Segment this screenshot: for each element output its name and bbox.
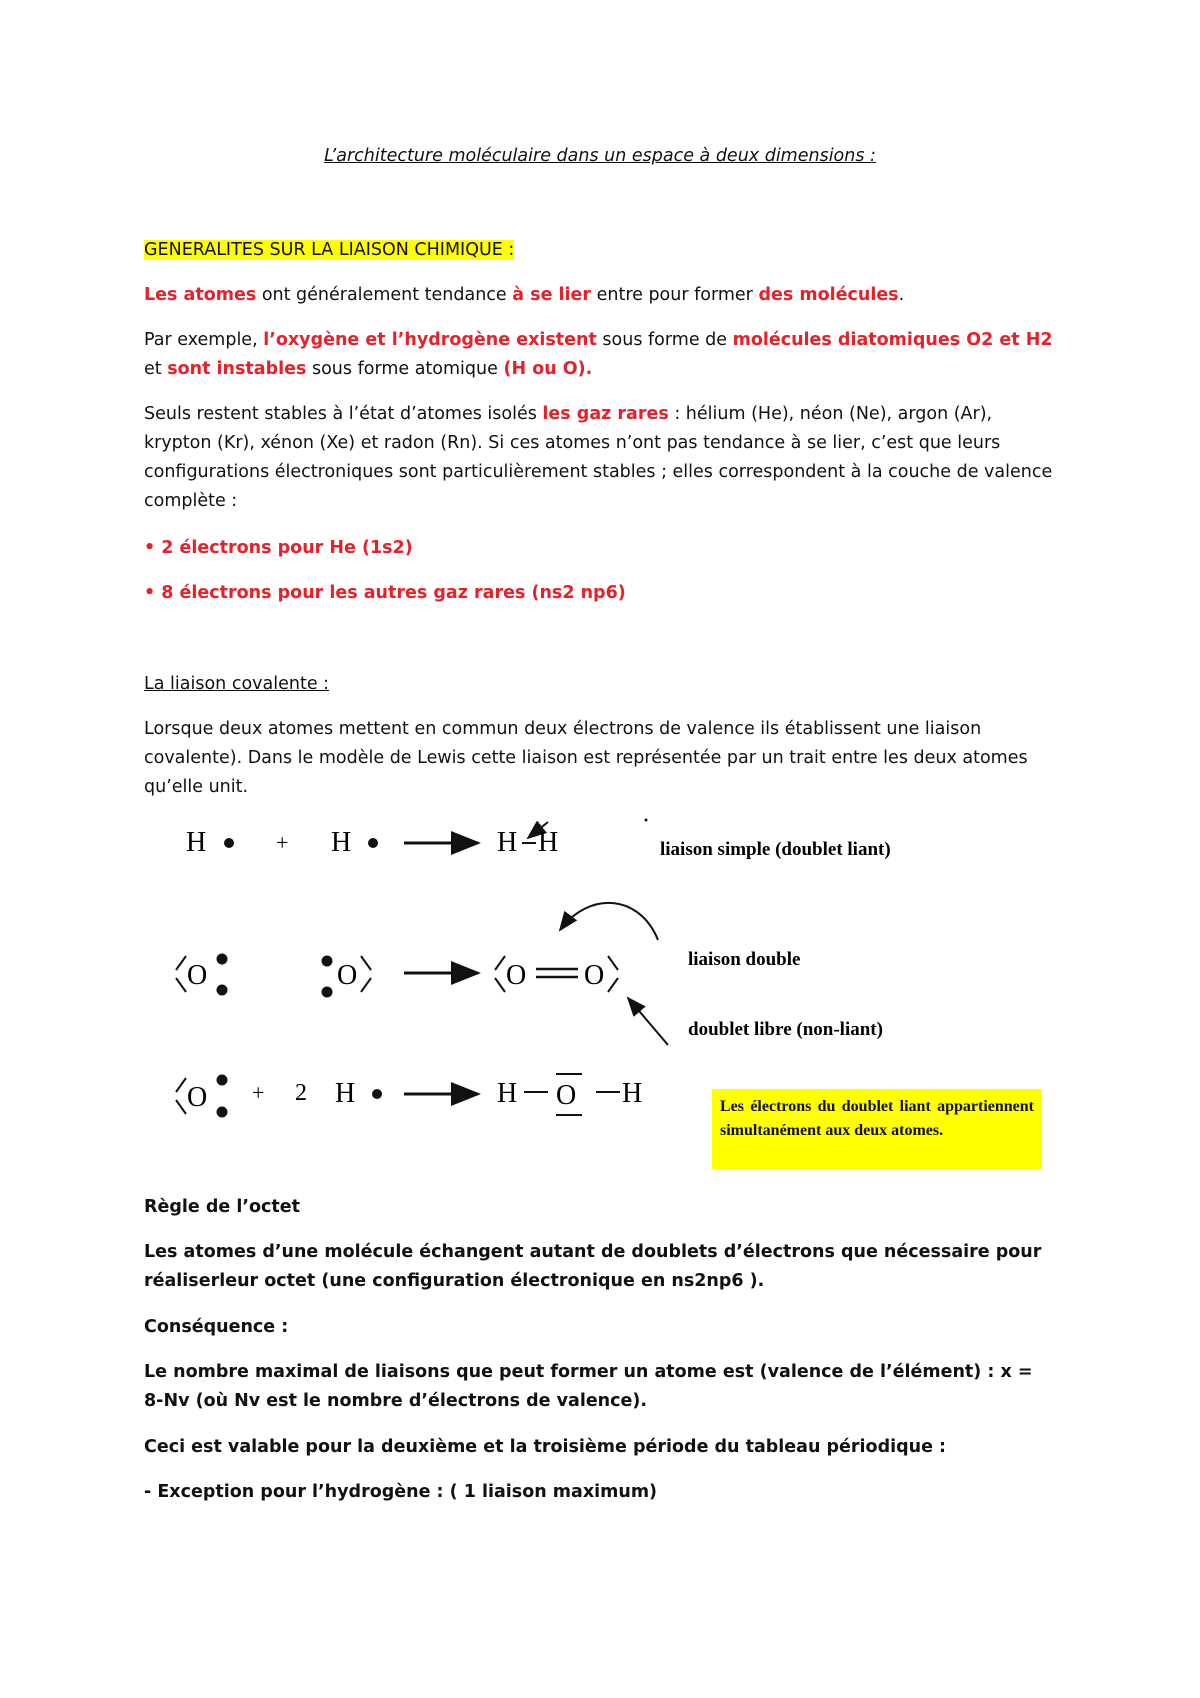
label-doublet-libre: doublet libre (non-liant)	[688, 1019, 883, 1040]
section-heading-covalente: La liaison covalente :	[144, 674, 330, 694]
dioxygen-molecule	[495, 956, 618, 992]
svg-text:O: O	[506, 960, 527, 991]
paragraph-rule: Le nombre maximal de liaisons que peut former un atome est (valence de l’élément) : x = 8-Nv (où Nv est le nombre d’électrons de valence).	[144, 1362, 1033, 1411]
paragraph-gaz-rares: Seuls restent stables à l’état d’atomes isolés les gaz rares : hélium (He), néon (Ne), argon (Ar), krypton (Kr), xénon (Xe) et radon (Rn). Si ces atomes n’ont pas tendance à se lier, c’est que leurs configurations électroniques sont particulièrement stables ; elles correspondent à la couche de valence complète :	[144, 404, 1053, 511]
section-heading-generalites: GENERALITES SUR LA LIAISON CHIMIQUE :	[144, 240, 515, 260]
coefficient: 2	[295, 1080, 307, 1106]
h-atom: H	[538, 827, 559, 858]
h-atom: H	[335, 1078, 356, 1109]
paragraph-exemple: Par exemple, l’oxygène et l’hydrogène existent sous forme de molécules diatomiques O2 et H2 et sont instables sous forme atomique (H ou O).	[144, 330, 1053, 379]
svg-text:H: H	[497, 1078, 518, 1109]
oxygen-atom	[176, 1075, 228, 1118]
note-box: Les électrons du doublet liant appartiennent simultanément aux deux atomes.	[712, 1089, 1042, 1169]
water-molecule	[497, 1074, 642, 1115]
paragraph-octet: Les atomes d’une molécule échangent autant de doublets d’électrons que nécessaire pour réaliserleur octet (une configuration électronique en ns2np6 ).	[144, 1242, 1042, 1291]
bullet-gaz-rares: • 8 électrons pour les autres gaz rares (ns2 np6)	[144, 583, 626, 603]
electron-dot	[224, 838, 234, 848]
svg-text:O: O	[556, 1080, 577, 1111]
bullet-helium: • 2 électrons pour He (1s2)	[144, 538, 413, 558]
h-atom: H	[186, 827, 207, 858]
svg-text:O: O	[187, 1082, 208, 1113]
page-title: L’architecture moléculaire dans un espace à deux dimensions :	[324, 146, 876, 166]
paragraph-valid: Ceci est valable pour la deuxième et la troisième période du tableau périodique :	[144, 1437, 947, 1457]
section-heading-octet: Règle de l’octet	[144, 1197, 300, 1217]
h-atom: H	[331, 827, 352, 858]
svg-text:O: O	[337, 960, 358, 991]
svg-text:H: H	[622, 1078, 643, 1109]
h-atom: H	[497, 827, 518, 858]
electron-dot	[372, 1089, 382, 1099]
heading-consequence: Conséquence :	[144, 1317, 289, 1337]
paragraph-covalente: Lorsque deux atomes mettent en commun deux électrons de valence ils établissent une liaison covalente). Dans le modèle de Lewis cette liaison est représentée par un trait entre les deux atomes qu’elle unit.	[144, 719, 1028, 797]
svg-text:O: O	[187, 960, 208, 991]
oxygen-atom-left	[176, 954, 228, 996]
svg-text:O: O	[584, 960, 605, 991]
label-liaison-simple: liaison simple (doublet liant)	[660, 839, 891, 860]
plus-sign: +	[252, 1080, 265, 1105]
electron-dot	[368, 838, 378, 848]
curved-pointer-arrow	[560, 903, 658, 940]
pointer-arrow	[628, 998, 668, 1045]
plus-sign: +	[276, 830, 289, 855]
paragraph-atomes: Les atomes ont généralement tendance à se lier entre pour former des molécules.	[144, 285, 905, 305]
stray-dot	[645, 819, 648, 822]
oxygen-atom-right	[322, 956, 372, 998]
label-liaison-double: liaison double	[688, 949, 801, 970]
paragraph-exception: - Exception pour l’hydrogène : ( 1 liaison maximum)	[144, 1482, 658, 1502]
